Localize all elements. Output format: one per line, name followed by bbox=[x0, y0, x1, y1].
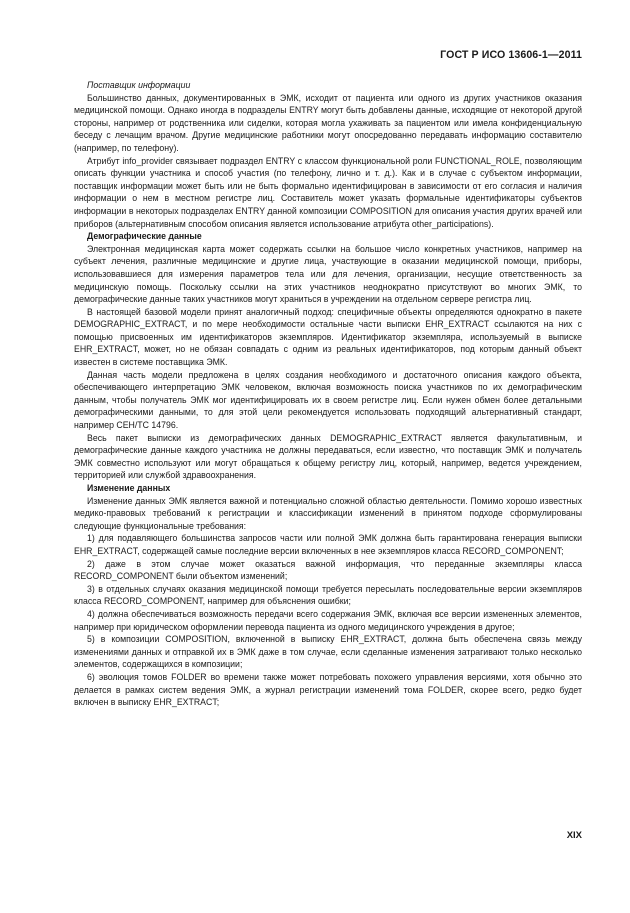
list-item: 4) должна обеспечиваться возможность передачи всего содержания ЭМК, включая все версии измененных элементов, например при юридическом оформлении перевода пациента из одного медицинского учреждения в другое; bbox=[74, 608, 582, 632]
list-item: 3) в отдельных случаях оказания медицинской помощи требуется пересылать последовательные версии экземпляров класса RECORD_COMPONENT, например для объяснения ошибки; bbox=[74, 583, 582, 607]
list-item: 5) в композиции COMPOSITION, включенной в выписку EHR_EXTRACT, должна быть обеспечена связь между изменениями данных и отправкой их в ЭМК даже в том случае, если сделанные изменения затрагивают только несколько элементов, содержащихся в композиции; bbox=[74, 634, 582, 670]
list-item: 6) эволюция томов FOLDER во времени также может потребовать похожего управления версиями, хотя обычно это делается в рамках систем ведения ЭМК, а журнал регистрации изменений тома FOLDER, скорее всего, редко будет включен в выписку EHR_EXTRACT; bbox=[74, 671, 582, 708]
list-item: 2) даже в этом случае может оказаться важной информация, что переданные экземпляры класса RECORD_COMPONENT были объектом изменений; bbox=[74, 558, 582, 582]
paragraph: Данная часть модели предложена в целях создания необходимого и достаточного описания каждого объекта, обеспечивающего интерпретацию ЭМК человеком, включая возможность поиска участников по их демографическим данным, чтобы получатель ЭМК мог идентифицировать их в своем регистре лиц. Если нужен обмен более детальными демографическими данными, то для этой цели рекомендуется использовать подходящий альтернативный стандарт, например CEH/TC 14796. bbox=[74, 369, 582, 431]
paragraph: Изменение данных ЭМК является важной и потенциально сложной областью деятельности. Помимо хорошо известных медико-правовых требований к регистрации и классификации изменений в принятом подходе сформулированы следующие функциональные требования: bbox=[74, 495, 582, 531]
subheading-info-provider: Поставщик информации bbox=[87, 80, 191, 90]
page-number: XIX bbox=[566, 830, 582, 841]
section-heading-data-changes: Изменение данных bbox=[87, 483, 171, 493]
paragraph: В настоящей базовой модели принят аналогичный подход: специфичные объекты определяются однократно в пакете DEMOGRAPHIC_EXTRACT, и по мере необходимости остальные части выписки EHR_EXTRACT ссылаются на них с помощью присвоенных им идентификаторов экземпляров. Идентификатор экземпляра, используемый в выписке EHR_EXTRACT, может, но не обязан совпадать с одним из реальных идентификаторов, под которым данный объект известен в системе поставщика ЭМК. bbox=[74, 306, 582, 368]
standard-header: ГОСТ Р ИСО 13606-1—2011 bbox=[440, 49, 582, 61]
list-item: 1) для подавляющего большинства запросов части или полной ЭМК должна быть гарантирована генерация выписки EHR_EXTRACT, содержащей самые последние версии включенных в нее экземпляров класса RECORD_COMPONENT; bbox=[74, 533, 582, 556]
paragraph: Электронная медицинская карта может содержать ссылки на большое число конкретных участников, например на субъект лечения, различные медицинские и другие лица, участвующие в оказании медицинской помощи, приборы, использовавшиеся для измерения параметров тела или для лечения, организации, несущие ответственность за медицинскую помощь. Поскольку ссылки на этих участников неоднократно присутствуют во многих ЭМК, то демографические данные таких участников могут храниться в учреждении на отдельном сервере регистра лиц. bbox=[74, 243, 582, 305]
paragraph: Большинство данных, документированных в ЭМК, исходит от пациента или одного из других участников оказания медицинской помощи. Однако иногда в подразделы ENTRY могут быть добавлены данные, исходящие от некоторой другой стороны, например от родственника или сиделки, которая могла ухаживать за пациентом или имела конфиденциальную беседу с лечащим врачом. Другие медицинские работники могут опосредованно передавать информацию составителю (например, по телефону). bbox=[74, 92, 582, 153]
body-text bbox=[74, 79, 582, 709]
paragraph: Весь пакет выписки из демографических данных DEMOGRAPHIC_EXTRACT является факультативным, и демографические данные каждого участника не должны передаваться, если известно, что поставщик ЭМК и получатель ЭМК совместно используют или могут обращаться к общему регистру лиц, который, например, ведется учреждением, территорией или службой здравоохранения. bbox=[74, 432, 582, 481]
paragraph: Атрибут info_provider связывает подраздел ENTRY с классом функциональной роли FUNCTIONAL_ROLE, позволяющим описать функции участника и способ участия (по телефону, лично и т. д.). Как и в случае с субъектом информации, поставщик информации может быть или не быть формально идентифицирован в зависимости от его согласия и наличия информации о нем в местном регистре лиц. Составитель может указать формальные идентификаторы субъектов информации в некоторых подразделах ENTRY данной композиции COMPOSITION для описания участия других врачей или приборов (альтернативным способом описания является использование атрибута other_participations). bbox=[74, 155, 582, 229]
section-heading-demographics: Демографические данные bbox=[87, 231, 202, 242]
